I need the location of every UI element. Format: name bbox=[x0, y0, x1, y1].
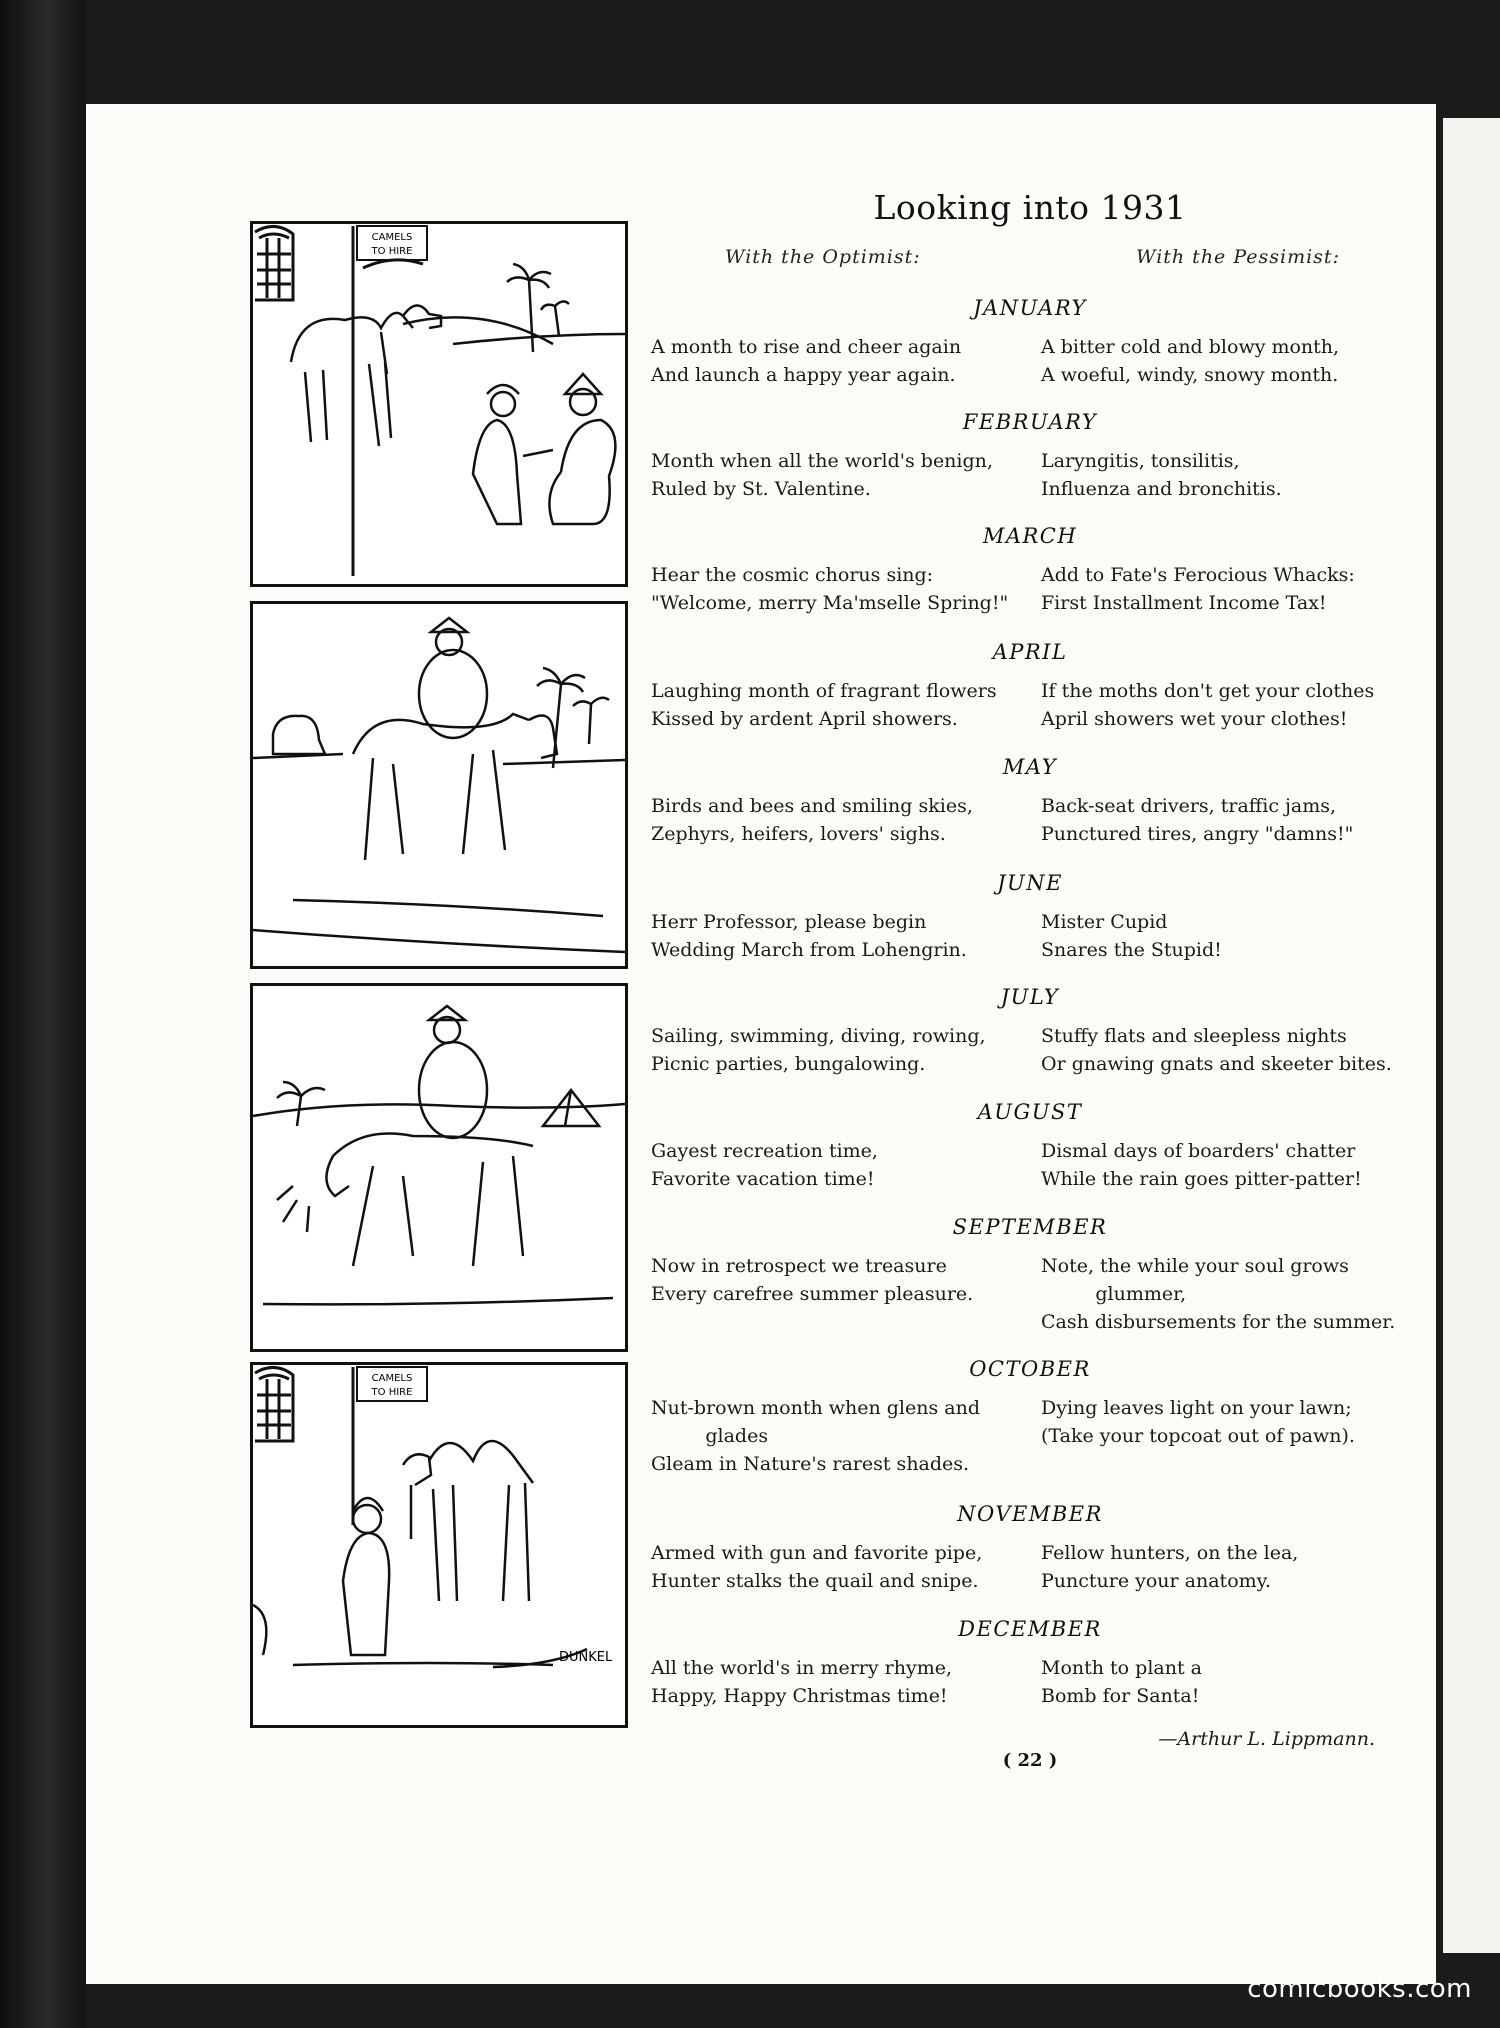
month-heading-october: OCTOBER bbox=[969, 1357, 1091, 1381]
optimist-verse-september: Now in retrospect we treasure Every carefree summer pleasure. bbox=[651, 1255, 974, 1305]
cartoon-panel-3 bbox=[250, 983, 628, 1352]
optimist-verse-october: Nut-brown month when glens and glades Gleam in Nature's rarest shades. bbox=[651, 1397, 981, 1475]
month-heading-november: NOVEMBER bbox=[957, 1502, 1103, 1526]
cartoon-panel-2 bbox=[250, 601, 628, 969]
optimist-verse-august: Gayest recreation time, Favorite vacation time! bbox=[651, 1140, 878, 1190]
pessimist-verse-may: Back-seat drivers, traffic jams, Punctured tires, angry "damns!" bbox=[1041, 795, 1354, 845]
cartoon-panel-4 bbox=[250, 1362, 628, 1728]
optimist-verse-june: Herr Professor, please begin Wedding March from Lohengrin. bbox=[651, 911, 967, 961]
optimist-verse-february: Month when all the world's benign, Ruled by St. Valentine. bbox=[651, 450, 993, 500]
optimist-verse-may: Birds and bees and smiling skies, Zephyrs, heifers, lovers' sighs. bbox=[651, 795, 973, 845]
month-heading-july: JULY bbox=[1000, 985, 1060, 1009]
pessimist-verse-march: Add to Fate's Ferocious Whacks: First Installment Income Tax! bbox=[1041, 564, 1355, 614]
month-heading-december: DECEMBER bbox=[958, 1617, 1102, 1641]
page-number: ( 22 ) bbox=[1002, 1750, 1058, 1771]
camel-pyramid-drawing bbox=[253, 986, 625, 1349]
optimist-verse-april: Laughing month of fragrant flowers Kissed by ardent April showers. bbox=[651, 680, 997, 730]
pessimist-column-heading: With the Pessimist: bbox=[1136, 246, 1340, 268]
sign-text-line1: CAMELS bbox=[371, 232, 413, 243]
pessimist-verse-october: Dying leaves light on your lawn; (Take your topcoat out of pawn). bbox=[1041, 1397, 1355, 1447]
month-heading-february: FEBRUARY bbox=[962, 410, 1098, 434]
watermark: comicbooks.com bbox=[1247, 1974, 1472, 2004]
pessimist-verse-january: A bitter cold and blowy month, A woeful, windy, snowy month. bbox=[1041, 336, 1340, 386]
pessimist-verse-july: Stuffy flats and sleepless nights Or gnawing gnats and skeeter bites. bbox=[1041, 1025, 1392, 1075]
camel-hire-scene-drawing bbox=[253, 224, 625, 584]
sign-text-line2: TO HIRE bbox=[371, 246, 413, 257]
pessimist-verse-september: Note, the while your soul grows glummer, Cash disbursements for the summer. bbox=[1041, 1255, 1396, 1333]
month-heading-june: JUNE bbox=[997, 871, 1063, 895]
month-heading-april: APRIL bbox=[992, 640, 1068, 664]
pessimist-verse-june: Mister Cupid Snares the Stupid! bbox=[1041, 911, 1222, 961]
adjacent-page-edge bbox=[1443, 118, 1500, 1953]
optimist-verse-november: Armed with gun and favorite pipe, Hunter stalks the quail and snipe. bbox=[651, 1542, 983, 1592]
author-credit: —Arthur L. Lippmann. bbox=[1158, 1728, 1375, 1750]
pessimist-verse-february: Laryngitis, tonsilitis, Influenza and bronchitis. bbox=[1041, 450, 1282, 500]
month-heading-may: MAY bbox=[1002, 755, 1058, 779]
pessimist-verse-august: Dismal days of boarders' chatter While the rain goes pitter-patter! bbox=[1041, 1140, 1362, 1190]
pessimist-verse-april: If the moths don't get your clothes April showers wet your clothes! bbox=[1041, 680, 1375, 730]
month-heading-september: SEPTEMBER bbox=[952, 1215, 1108, 1239]
camel-hire-return-drawing bbox=[253, 1365, 625, 1725]
optimist-verse-january: A month to rise and cheer again And launch a happy year again. bbox=[651, 336, 962, 386]
month-heading-march: MARCH bbox=[982, 524, 1078, 548]
month-heading-january: JANUARY bbox=[973, 296, 1087, 320]
pessimist-verse-november: Fellow hunters, on the lea, Puncture your anatomy. bbox=[1041, 1542, 1299, 1592]
pessimist-verse-december: Month to plant a Bomb for Santa! bbox=[1041, 1657, 1202, 1707]
sign-text-line2: TO HIRE bbox=[371, 1387, 413, 1398]
optimist-verse-july: Sailing, swimming, diving, rowing, Picnic parties, bungalowing. bbox=[651, 1025, 986, 1075]
optimist-column-heading: With the Optimist: bbox=[725, 246, 921, 268]
riding-camel-sphinx-drawing bbox=[253, 604, 625, 966]
cartoon-panel-1 bbox=[250, 221, 628, 587]
sign-text-line1: CAMELS bbox=[371, 1373, 413, 1384]
artist-signature: DUNKEL bbox=[559, 1650, 613, 1665]
scan-border bbox=[0, 0, 86, 2028]
month-heading-august: AUGUST bbox=[977, 1100, 1083, 1124]
optimist-verse-december: All the world's in merry rhyme, Happy, Happy Christmas time! bbox=[651, 1657, 953, 1707]
article-title: Looking into 1931 bbox=[873, 188, 1187, 227]
optimist-verse-march: Hear the cosmic chorus sing: "Welcome, merry Ma'mselle Spring!" bbox=[651, 564, 1009, 614]
